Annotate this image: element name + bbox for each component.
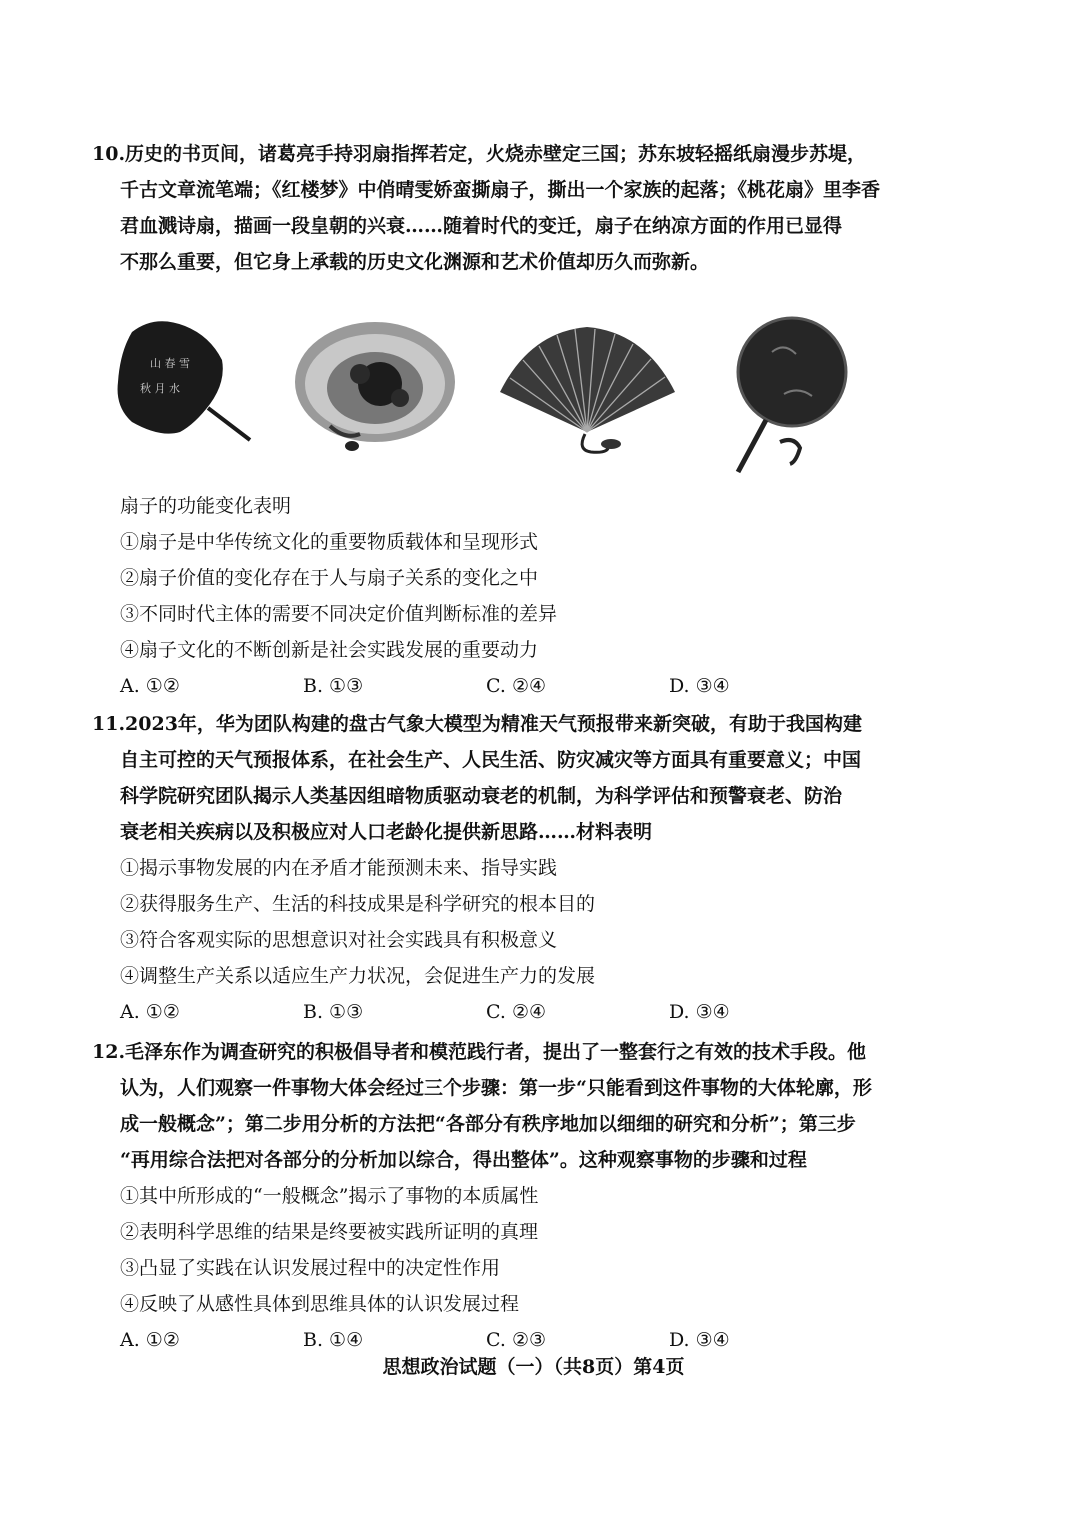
q10-options	[92, 668, 892, 704]
q11-option-b[interactable]: B. ①③	[303, 1001, 364, 1023]
q12-stem-line-3: 成一般概念”；第二步用分析的方法把“各部分有秩序地加以细细的研究和分析”；第三步	[120, 1113, 856, 1135]
q10-option-d[interactable]: D. ③④	[669, 675, 730, 697]
fan-illustrations	[110, 312, 870, 482]
q12-statement-4: ④反映了从感性具体到思维具体的认识发展过程	[120, 1293, 520, 1315]
q12-statement-1: ①其中所形成的“一般概念”揭示了事物的本质属性	[120, 1185, 539, 1207]
q10-option-c[interactable]: C. ②④	[486, 675, 547, 697]
q10-statement-1: ①扇子是中华传统文化的重要物质载体和呈现形式	[120, 531, 539, 553]
q10-option-a[interactable]: A. ①②	[120, 675, 180, 697]
svg-text:山 春 雪: 山 春 雪	[150, 357, 190, 370]
q11-statement-4: ④调整生产关系以适应生产力状况，会促进生产力的发展	[120, 965, 596, 987]
feather-fan-image	[290, 314, 460, 474]
page-footer: 思想政治试题（一）（共8页）第4页	[382, 1356, 685, 1378]
q11-option-d[interactable]: D. ③④	[669, 1001, 730, 1023]
question-11	[92, 706, 892, 1030]
q12-option-c[interactable]: C. ②③	[486, 1329, 547, 1351]
q10-statement-3: ③不同时代主体的需要不同决定价值判断标准的差异	[120, 603, 558, 625]
q10-prompt: 扇子的功能变化表明	[120, 495, 292, 517]
q11-stem-line-1: 11.2023年，华为团队构建的盘古气象大模型为精准天气预报带来新突破，有助于我国构建	[92, 713, 862, 735]
q10-stem-line-1: 10.历史的书页间，诸葛亮手持羽扇指挥若定，火烧赤壁定三国；苏东坡轻摇纸扇漫步苏堤，	[92, 143, 867, 165]
q11-stem-line-2: 自主可控的天气预报体系，在社会生产、人民生活、防灾减灾等方面具有重要意义；中国	[120, 749, 862, 771]
folding-fan-image	[495, 322, 680, 467]
q12-stem-line-2: 认为，人们观察一件事物大体会经过三个步骤：第一步“只能看到这件事物的大体轮廓，形	[120, 1077, 872, 1099]
q10-statement-4: ④扇子文化的不断创新是社会实践发展的重要动力	[120, 639, 539, 661]
q12-option-b[interactable]: B. ①④	[303, 1329, 364, 1351]
q12-stem-line-1: 12.毛泽东作为调查研究的积极倡导者和模范践行者，提出了一整套行之有效的技术手段。他	[92, 1041, 867, 1063]
q11-option-a[interactable]: A. ①②	[120, 1001, 180, 1023]
q12-statement-3: ③凸显了实践在认识发展过程中的决定性作用	[120, 1257, 501, 1279]
q12-stem-line-4: “再用综合法把对各部分的分析加以综合，得出整体”。这种观察事物的步骤和过程	[120, 1149, 807, 1171]
q12-option-a[interactable]: A. ①②	[120, 1329, 180, 1351]
q12-statement-2: ②表明科学思维的结果是终要被实践所证明的真理	[120, 1221, 539, 1243]
q11-options	[92, 994, 892, 1030]
square-fan-image	[110, 312, 255, 452]
q11-option-c[interactable]: C. ②④	[486, 1001, 547, 1023]
q11-stem-line-4: 衰老相关疾病以及积极应对人口老龄化提供新思路……材料表明	[120, 821, 653, 843]
q10-stem-line-3: 君血溅诗扇，描画一段皇朝的兴衰……随着时代的变迁，扇子在纳凉方面的作用已显得	[120, 215, 843, 237]
q11-statement-3: ③符合客观实际的思想意识对社会实践具有积极意义	[120, 929, 558, 951]
q10-stem-line-2: 千古文章流笔端；《红楼梦》中俏晴雯娇蛮撕扇子，撕出一个家族的起落；《桃花扇》里李香	[120, 179, 881, 201]
q12-option-d[interactable]: D. ③④	[669, 1329, 730, 1351]
q10-statement-2: ②扇子价值的变化存在于人与扇子关系的变化之中	[120, 567, 539, 589]
question-10-choices	[92, 488, 892, 704]
q11-statement-2: ②获得服务生产、生活的科技成果是科学研究的根本目的	[120, 893, 596, 915]
svg-text:秋 月 水: 秋 月 水	[140, 382, 180, 395]
q10-option-b[interactable]: B. ①③	[303, 675, 364, 697]
question-10	[92, 136, 892, 280]
round-fan-image	[720, 312, 860, 477]
q11-statement-1: ①揭示事物发展的内在矛盾才能预测未来、指导实践	[120, 857, 558, 879]
q11-stem-line-3: 科学院研究团队揭示人类基因组暗物质驱动衰老的机制，为科学评估和预警衰老、防治	[120, 785, 843, 807]
question-12	[92, 1034, 892, 1358]
q10-stem-line-4: 不那么重要，但它身上承载的历史文化渊源和艺术价值却历久而弥新。	[120, 251, 710, 273]
